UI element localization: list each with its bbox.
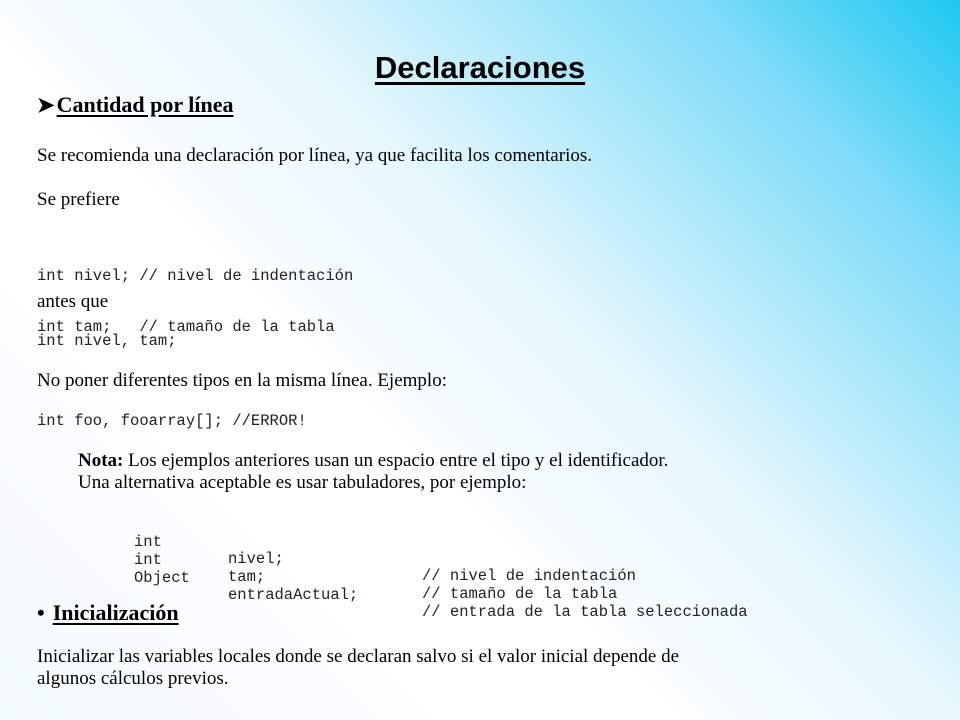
paragraph-se-prefiere: Se prefiere bbox=[37, 189, 120, 210]
arrow-right-icon: ➤ bbox=[37, 93, 55, 117]
code-comment: // tamaño de la tabla bbox=[422, 585, 618, 603]
code-type: Object bbox=[134, 569, 190, 587]
code-line-discouraged: int nivel, tam; bbox=[37, 332, 177, 350]
code-identifier: entradaActual; bbox=[228, 586, 359, 604]
section-heading-cantidad bbox=[37, 91, 233, 119]
paragraph-initialization bbox=[37, 646, 679, 690]
note-label: Nota: bbox=[78, 450, 124, 471]
paragraph-line-2: algunos cálculos previos. bbox=[37, 668, 229, 689]
code-identifier: tam; bbox=[228, 568, 266, 586]
code-identifier: nivel; bbox=[228, 550, 284, 568]
paragraph-antes-que: antes que bbox=[37, 291, 109, 312]
bullet-icon: • bbox=[37, 600, 45, 625]
tab-aligned-code-example bbox=[134, 517, 854, 621]
code-type: int bbox=[134, 533, 162, 551]
note-line-2: Una alternativa aceptable es usar tabuladores, por ejemplo: bbox=[78, 472, 527, 493]
section-heading-label: Inicialización bbox=[52, 600, 179, 625]
section-heading-label: Cantidad por línea bbox=[56, 92, 234, 117]
paragraph-line-1: Inicializar las variables locales donde se declaran salvo si el valor inicial depende de bbox=[37, 646, 680, 667]
section-heading-inicializacion bbox=[37, 599, 179, 627]
code-line-error-example: int foo, fooarray[]; //ERROR! bbox=[37, 412, 307, 430]
note-text bbox=[78, 450, 668, 494]
note-line-1 bbox=[78, 450, 668, 472]
code-line: int nivel; // nivel de indentación bbox=[37, 267, 354, 285]
note-line-1-text: Los ejemplos anteriores usan un espacio entre el tipo y el identificador. bbox=[123, 450, 669, 471]
code-comment: // entrada de la tabla seleccionada bbox=[422, 603, 748, 621]
code-line: int tam; // tamaño de la tabla bbox=[37, 318, 335, 336]
paragraph-no-mixed-types: No poner diferentes tipos en la misma línea. Ejemplo: bbox=[37, 370, 447, 391]
code-comment: // nivel de indentación bbox=[422, 567, 636, 585]
code-type: int bbox=[134, 551, 162, 569]
paragraph-recommendation: Se recomienda una declaración por línea, ya que facilita los comentarios. bbox=[37, 145, 592, 166]
page-title: Declaraciones bbox=[374, 50, 586, 85]
